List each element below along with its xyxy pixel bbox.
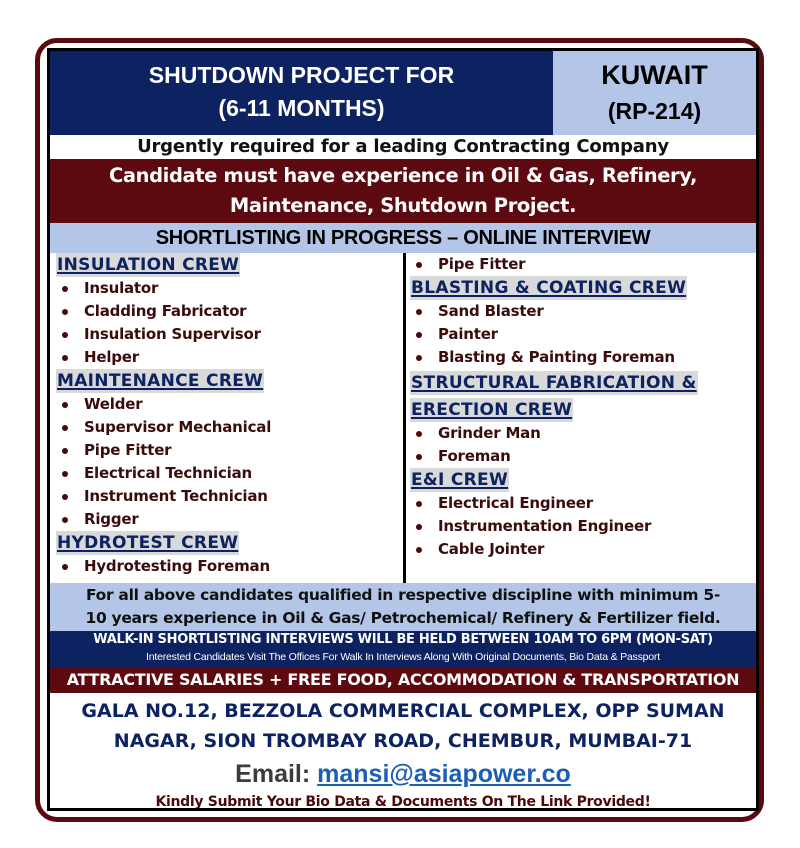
qualification-banner bbox=[50, 583, 756, 631]
bullet-icon bbox=[416, 332, 422, 338]
list-item: Supervisor Mechanical bbox=[56, 416, 401, 439]
requirement-line-2: Maintenance, Shutdown Project. bbox=[229, 194, 577, 217]
urgent-text: Urgently required for a leading Contracting Company bbox=[137, 136, 669, 157]
crew-columns bbox=[50, 253, 756, 583]
bullet-icon bbox=[416, 524, 422, 530]
walkin-subtext: Interested Candidates Visit The Offices For Walk In Interviews Along With Original Documents, Bio Data & Passport bbox=[146, 651, 660, 663]
benefits-banner: ATTRACTIVE SALARIES + FREE FOOD, ACCOMMODATION & TRANSPORTATION bbox=[50, 667, 756, 693]
project-title bbox=[50, 51, 553, 135]
list-item: Pipe Fitter bbox=[56, 439, 401, 462]
requirement-banner bbox=[50, 159, 756, 223]
bullet-icon bbox=[62, 494, 68, 500]
bullet-icon bbox=[62, 309, 68, 315]
crew-title: STRUCTURAL FABRICATION & bbox=[411, 373, 697, 393]
walkin-headline: WALK-IN SHORTLISTING INTERVIEWS WILL BE HELD BETWEEN 10AM TO 6PM (MON-SAT) bbox=[93, 632, 713, 647]
email-row bbox=[50, 757, 756, 791]
footer-note: Kindly Submit Your Bio Data & Documents On The Link Provided! bbox=[155, 794, 651, 810]
crew-title: BLASTING & COATING CREW bbox=[411, 278, 687, 298]
bullet-icon bbox=[62, 564, 68, 570]
crew-title: E&I CREW bbox=[411, 470, 509, 490]
qualification-line-1: For all above candidates qualified in respective discipline with minimum 5- bbox=[85, 586, 720, 604]
list-item: Welder bbox=[56, 393, 401, 416]
title-line-1: SHUTDOWN PROJECT FOR bbox=[148, 62, 455, 88]
qualification-line-2: 10 years experience in Oil & Gas/ Petrochemical/ Refinery & Fertilizer field. bbox=[85, 609, 721, 627]
bullet-icon bbox=[416, 501, 422, 507]
bullet-icon bbox=[416, 262, 422, 268]
left-column bbox=[56, 253, 401, 578]
bullet-icon bbox=[416, 454, 422, 460]
country: KUWAIT bbox=[601, 60, 708, 90]
email-label: Email: bbox=[235, 760, 311, 788]
bullet-icon bbox=[416, 309, 422, 315]
crew-title: HYDROTEST CREW bbox=[57, 533, 239, 553]
bullet-icon bbox=[62, 332, 68, 338]
list-item: Pipe Fitter bbox=[410, 253, 750, 276]
bullet-icon bbox=[416, 431, 422, 437]
list-item: Grinder Man bbox=[410, 422, 750, 445]
list-item: Instrument Technician bbox=[56, 485, 401, 508]
header bbox=[50, 51, 756, 135]
bullet-icon bbox=[62, 402, 68, 408]
list-item: Rigger bbox=[56, 508, 401, 531]
bullet-icon bbox=[62, 425, 68, 431]
address-line-2: NAGAR, SION TROMBAY ROAD, CHEMBUR, MUMBAI-71 bbox=[113, 730, 693, 752]
list-item: Foreman bbox=[410, 445, 750, 468]
location-box bbox=[553, 51, 756, 135]
list-item: Blasting & Painting Foreman bbox=[410, 346, 750, 369]
address-line-1: GALA NO.12, BEZZOLA COMMERCIAL COMPLEX, OPP SUMAN bbox=[81, 700, 725, 722]
list-item: Cable Jointer bbox=[410, 538, 750, 561]
crew-title: ERECTION CREW bbox=[411, 400, 573, 420]
list-item: Sand Blaster bbox=[410, 300, 750, 323]
requirement-line-1: Candidate must have experience in Oil & Gas, Refinery, bbox=[108, 164, 698, 187]
title-line-2: (6-11 MONTHS) bbox=[218, 95, 385, 121]
list-item: Insulator bbox=[56, 277, 401, 300]
bullet-icon bbox=[416, 547, 422, 553]
poster-card bbox=[47, 48, 759, 811]
right-column bbox=[410, 253, 750, 561]
bullet-icon bbox=[62, 355, 68, 361]
list-item: Insulation Supervisor bbox=[56, 323, 401, 346]
bullet-icon bbox=[62, 286, 68, 292]
bullet-icon bbox=[62, 448, 68, 454]
email-link[interactable]: mansi@asiapower.co bbox=[317, 760, 571, 788]
list-item: Electrical Technician bbox=[56, 462, 401, 485]
list-item: Cladding Fabricator bbox=[56, 300, 401, 323]
shortlisting-banner: SHORTLISTING IN PROGRESS – ONLINE INTERVIEW bbox=[50, 223, 756, 253]
list-item: Instrumentation Engineer bbox=[410, 515, 750, 538]
list-item: Helper bbox=[56, 346, 401, 369]
list-item: Hydrotesting Foreman bbox=[56, 555, 401, 578]
office-address bbox=[50, 696, 756, 756]
bullet-icon bbox=[62, 517, 68, 523]
list-item: Painter bbox=[410, 323, 750, 346]
bullet-icon bbox=[416, 355, 422, 361]
list-item: Electrical Engineer bbox=[410, 492, 750, 515]
crew-title: INSULATION CREW bbox=[57, 255, 240, 275]
reference-code: (RP-214) bbox=[607, 98, 702, 124]
walkin-banner bbox=[50, 631, 756, 667]
crew-title: MAINTENANCE CREW bbox=[57, 371, 264, 391]
bullet-icon bbox=[62, 471, 68, 477]
column-divider bbox=[403, 253, 406, 583]
